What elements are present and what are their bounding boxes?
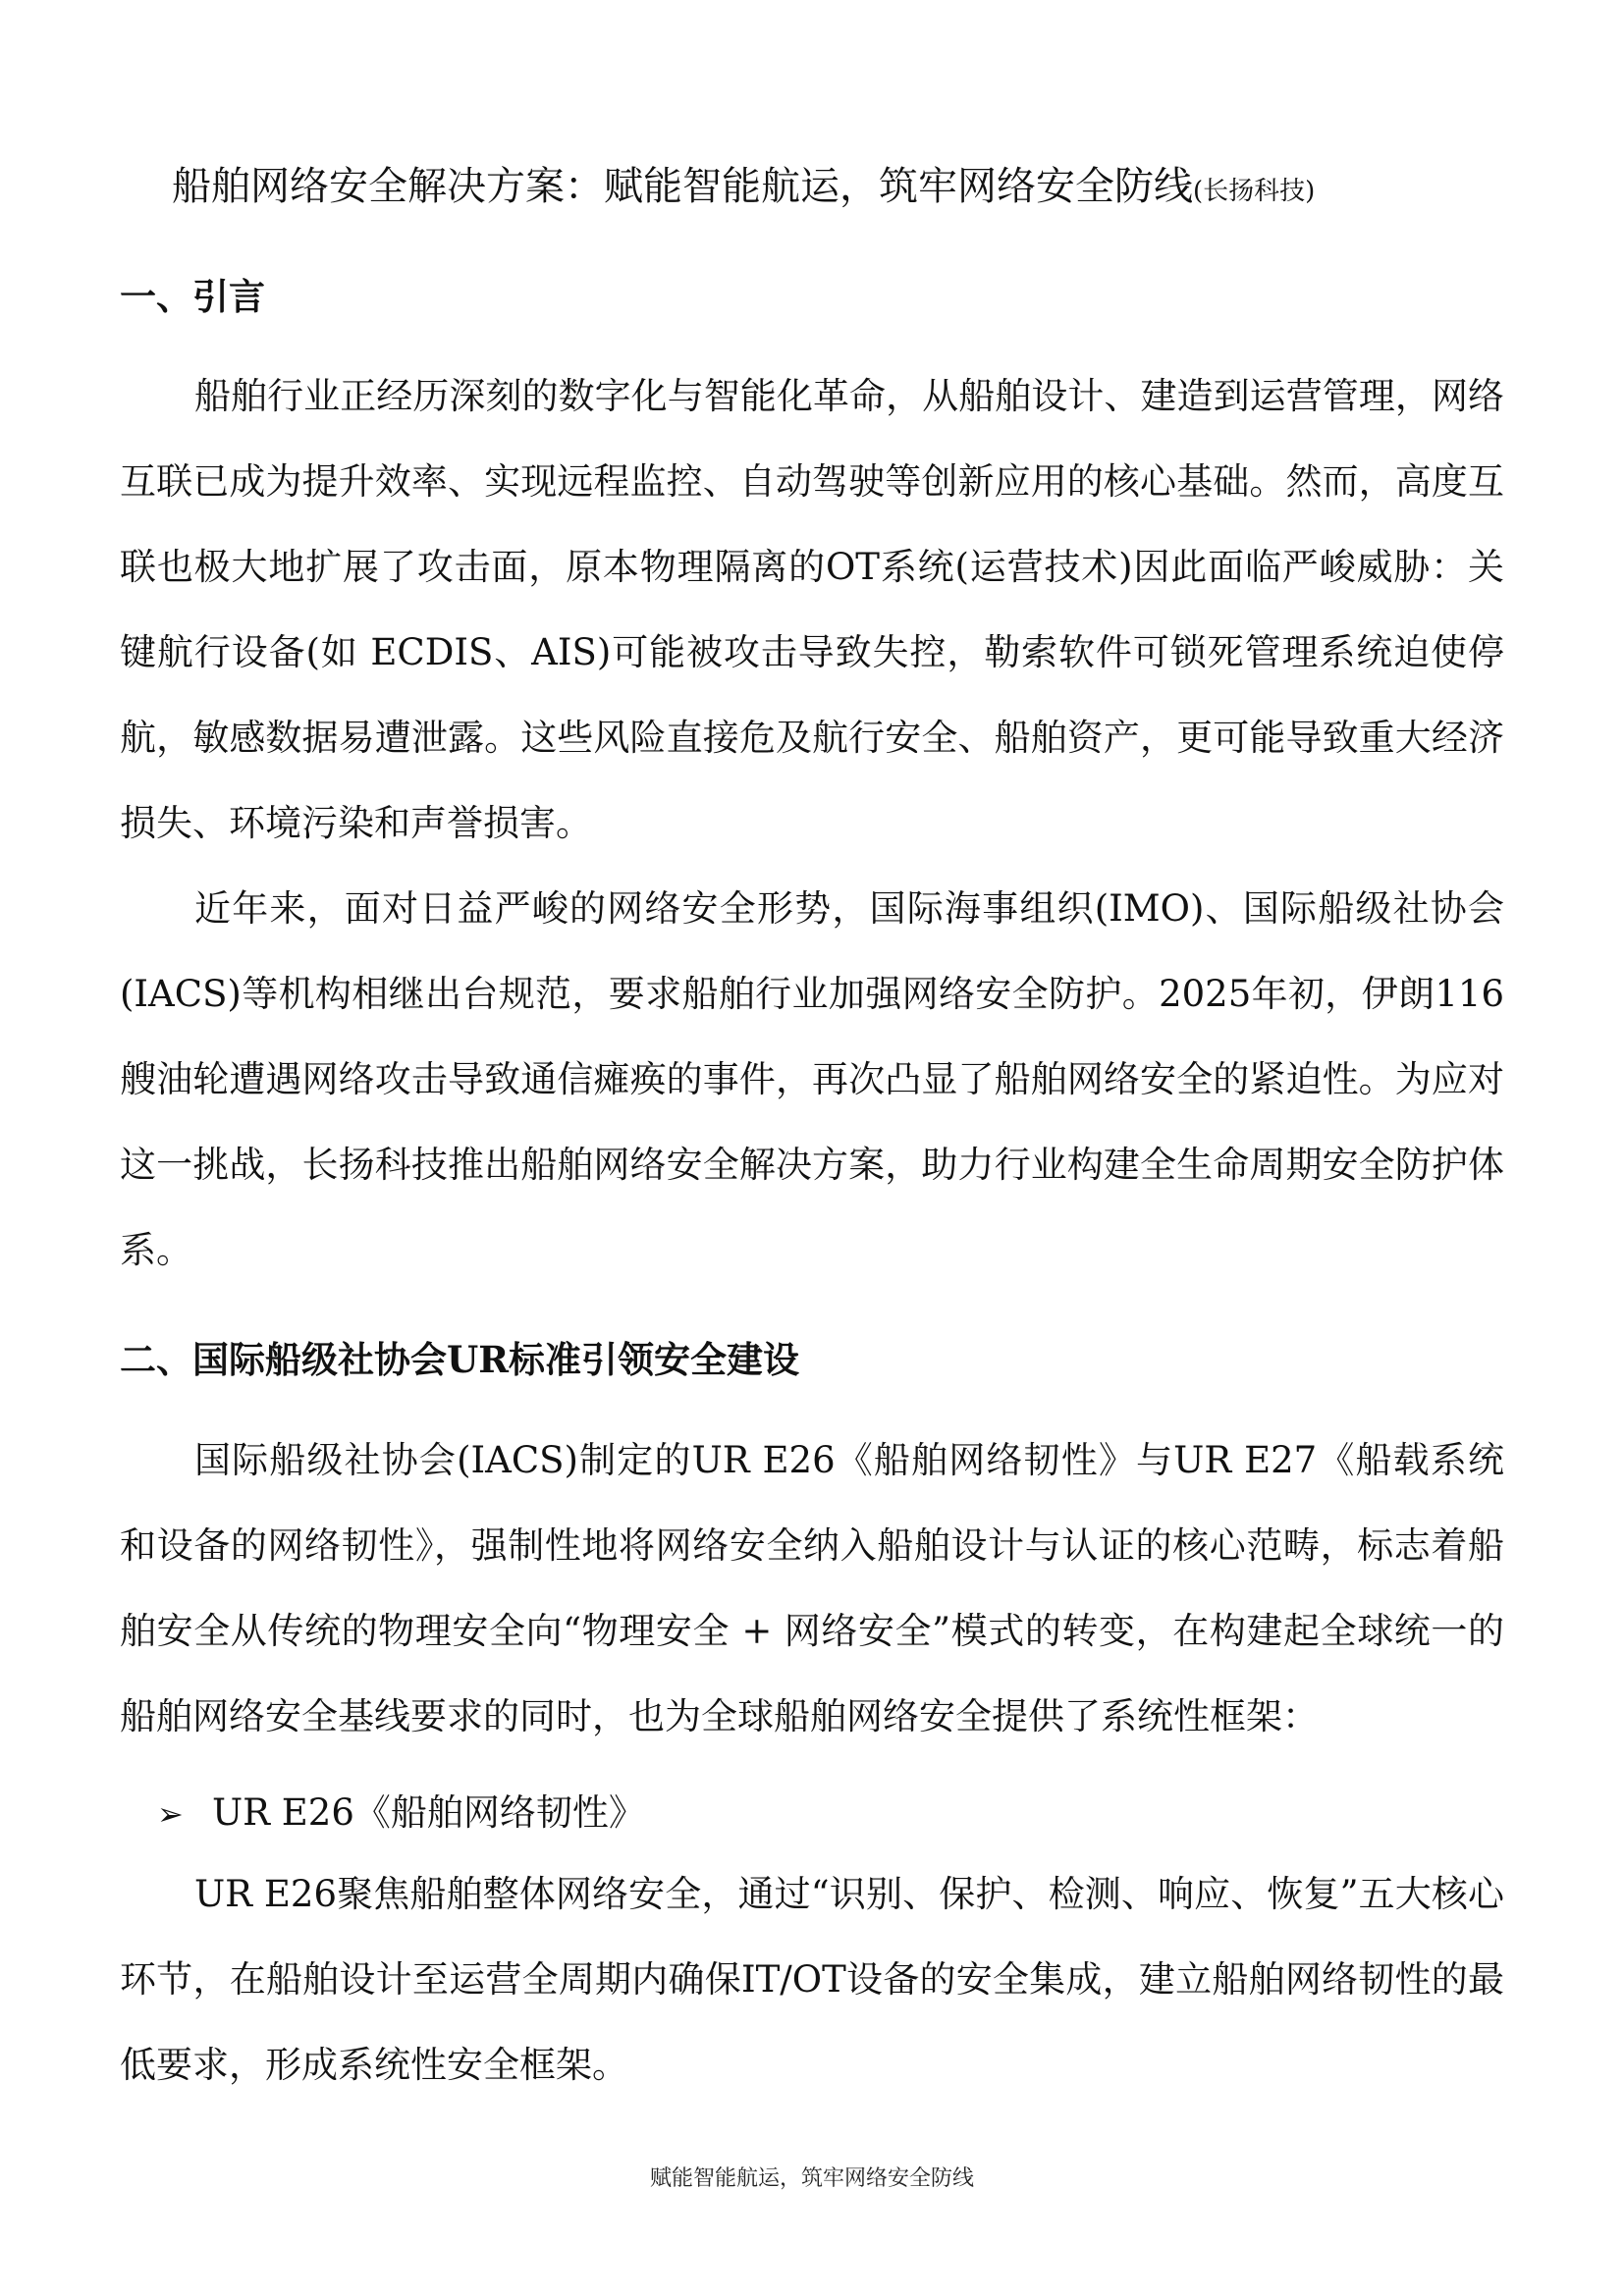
arrow-bullet-icon: ➢ — [157, 1795, 184, 1833]
document-title-suffix: (长扬科技) — [1193, 177, 1316, 206]
paragraph-intro-1: 船舶行业正经历深刻的数字化与智能化革命，从船舶设计、建造到运营管理，网络互联已成为提升效率、实现远程监控、自动驾驶等创新应用的核心基础。然而，高度互联也极大地扩展了攻击面，原本物理隔离的OT系统(运营技术)因此面临严峻威胁：关键航行设备(如 ECDIS、AIS)可能被攻击导致失控，勒索软件可锁死管理系统迫使停航，敏感数据易遭泄露。这些风险直接危及航行安全、船舶资产，更可能导致重大经济损失、环境污染和声誉损害。 — [120, 375, 1504, 844]
document-title — [172, 157, 1546, 221]
page-footer: 赋能智能航运，筑牢网络安全防线 — [649, 2166, 974, 2191]
section-heading-intro: 一、引言 — [120, 275, 265, 318]
bullet-ur-e26-label: UR E26《船舶网络韧性》 — [212, 1791, 645, 1834]
section-heading-iacs: 二、国际船级社协会UR标准引领安全建设 — [120, 1338, 800, 1381]
paragraph-iacs-1: 国际船级社协会(IACS)制定的UR E26《船舶网络韧性》与UR E27《船载系统和设备的网络韧性》，强制性地将网络安全纳入船舶设计与认证的核心范畴，标志着船舶安全从传统的物理安全向“物理安全 + 网络安全”模式的转变，在构建起全球统一的船舶网络安全基线要求的同时，也为全球船舶网络安全提供了系统性框架： — [120, 1439, 1504, 1737]
paragraph-intro-2: 近年来，面对日益严峻的网络安全形势，国际海事组织(IMO)、国际船级社协会(IACS)等机构相继出台规范，要求船舶行业加强网络安全防护。2025年初，伊朗116艘油轮遭遇网络攻击导致通信瘫痪的事件，再次凸显了船舶网络安全的紧迫性。为应对这一挑战，长扬科技推出船舶网络安全解决方案，助力行业构建全生命周期安全防护体系。 — [120, 887, 1504, 1271]
bullet-ur-e26 — [157, 1784, 645, 1843]
document-title-main: 船舶网络安全解决方案：赋能智能航运，筑牢网络安全防线 — [172, 164, 1193, 209]
paragraph-ur-e26: UR E26聚焦船舶整体网络安全，通过“识别、保护、检测、响应、恢复”五大核心环节，在船舶设计至运营全周期内确保IT/OT设备的安全集成，建立船舶网络韧性的最低要求，形成系统性安全框架。 — [120, 1873, 1504, 2086]
